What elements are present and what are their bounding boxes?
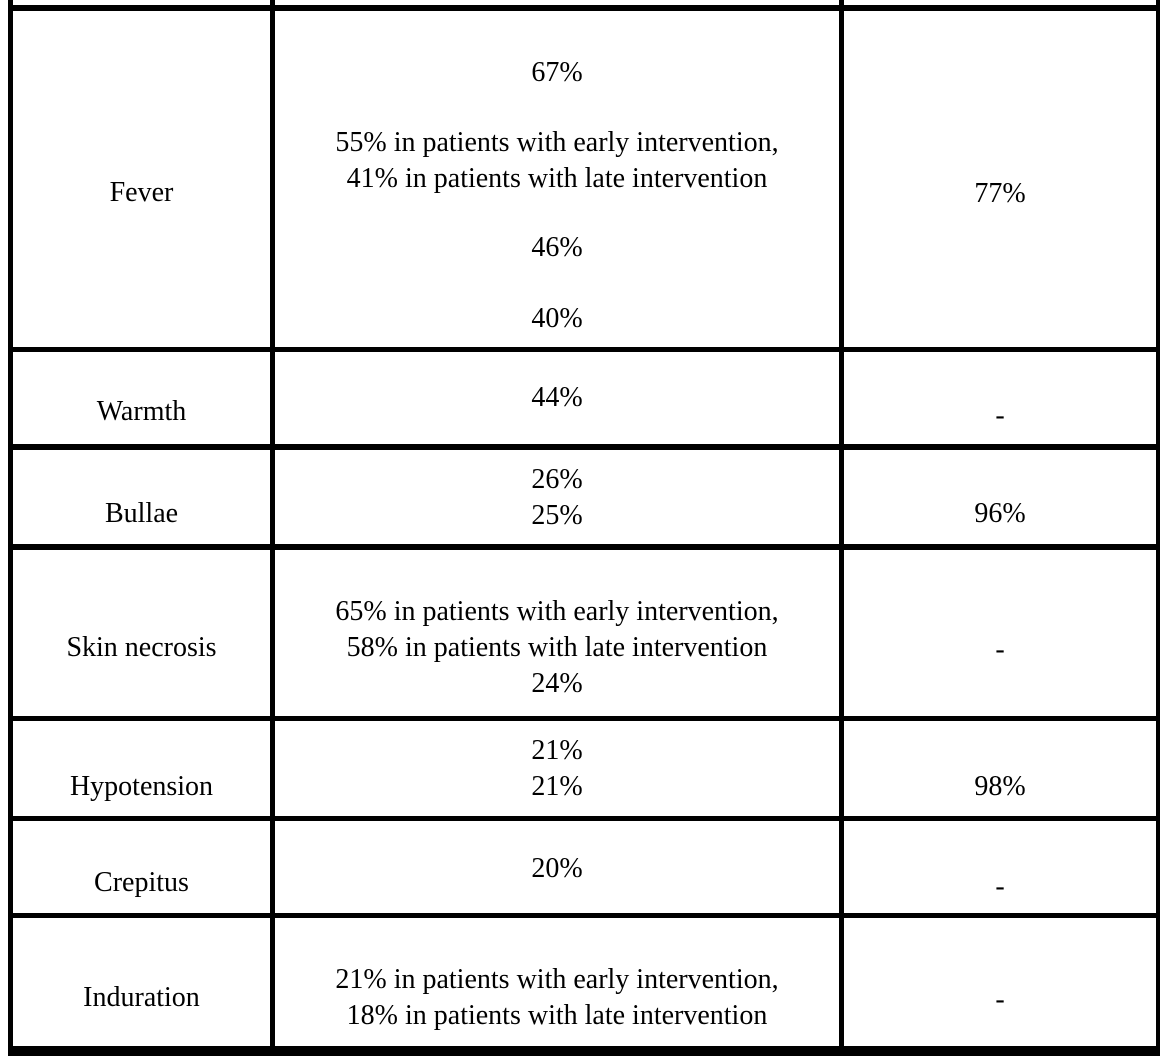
- symptom-label: Bullae: [104, 498, 179, 529]
- incidence-cell: [275, 721, 839, 816]
- symptom-cell: [13, 821, 270, 913]
- other-value: 98%: [974, 771, 1026, 802]
- other-value: -: [995, 984, 1005, 1015]
- other-value: 77%: [974, 178, 1026, 209]
- incidence-value: 55% in patients with early intervention, 41% in patients with late intervention: [335, 127, 779, 194]
- table-row: [13, 821, 1156, 913]
- other-value: -: [995, 400, 1005, 431]
- other-cell: [844, 450, 1156, 544]
- incidence-cell: [275, 918, 839, 1046]
- table-row: [13, 450, 1156, 544]
- other-cell: [844, 821, 1156, 913]
- incidence-value: 21% in patients with early intervention, 18% in patients with late intervention: [335, 964, 779, 1031]
- incidence-value: 46%: [531, 232, 583, 263]
- other-cell: [844, 721, 1156, 816]
- symptom-cell: [13, 450, 270, 544]
- symptom-label: Fever: [109, 177, 174, 208]
- incidence-value: 21% 21%: [531, 735, 583, 802]
- symptom-cell: [13, 11, 270, 347]
- symptom-cell: [13, 721, 270, 816]
- other-value: 96%: [974, 498, 1026, 529]
- incidence-cell: [275, 352, 839, 444]
- symptom-cell: [13, 550, 270, 716]
- incidence-cell: [275, 450, 839, 544]
- other-cell: [844, 11, 1156, 347]
- incidence-value: 20%: [531, 853, 583, 884]
- incidence-cell: [275, 821, 839, 913]
- other-value: -: [995, 871, 1005, 902]
- incidence-value: 44%: [531, 382, 583, 413]
- table-row-partial: [13, 0, 1156, 5]
- symptom-table: [8, 0, 1160, 1056]
- incidence-value: 67%: [531, 57, 583, 88]
- table-row: [13, 918, 1156, 1046]
- other-cell: [844, 550, 1156, 716]
- incidence-cell: [275, 11, 839, 347]
- symptom-label: Hypotension: [69, 771, 214, 802]
- table-row: [13, 721, 1156, 816]
- other-cell: [844, 352, 1156, 444]
- symptom-label: Warmth: [96, 396, 187, 427]
- incidence-value: 65% in patients with early intervention, 58% in patients with late intervention 24%: [335, 596, 779, 699]
- other-cell: [844, 918, 1156, 1046]
- table-row: [13, 550, 1156, 716]
- incidence-value: 26% 25%: [531, 464, 583, 531]
- table-row: [13, 352, 1156, 444]
- symptom-label: Crepitus: [94, 867, 189, 898]
- symptom-cell: [13, 918, 270, 1046]
- symptom-cell: [13, 352, 270, 444]
- symptom-label: Skin necrosis: [66, 632, 217, 663]
- incidence-cell: [275, 550, 839, 716]
- incidence-value: 40%: [531, 303, 583, 334]
- symptom-label: Induration: [83, 982, 200, 1013]
- other-value: -: [995, 634, 1005, 665]
- table-row: [13, 11, 1156, 347]
